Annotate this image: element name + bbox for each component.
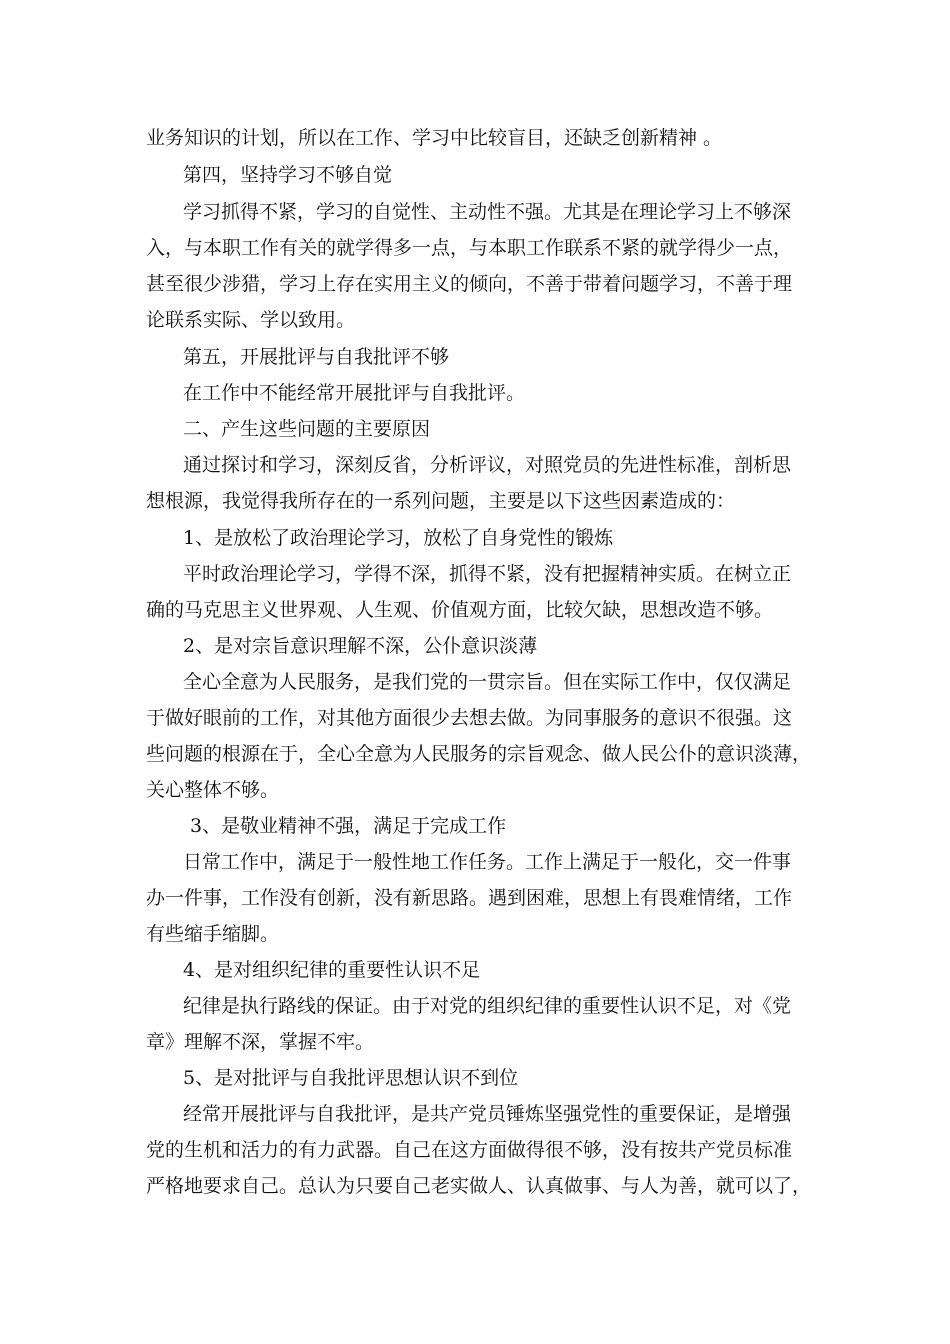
section-heading: 5、是对批评与自我批评思想认识不到位 <box>183 1067 519 1089</box>
body-text-line: 入，与本职工作有关的就学得多一点，与本职工作联系不紧的就学得少一点， <box>146 237 793 259</box>
body-text-line: 于做好眼前的工作，对其他方面很少去想去做。为同事服务的意识不很强。这 <box>146 707 793 729</box>
body-text-line: 严格地要求自己。总认为只要自己老实做人、认真做事、与人为善，就可以了， <box>146 1175 812 1197</box>
body-text-line: 全心全意为人民服务，是我们党的一贯宗旨。但在实际工作中，仅仅满足 <box>183 671 792 693</box>
body-text-line: 日常工作中，满足于一般性地工作任务。工作上满足于一般化，交一件事 <box>183 851 792 873</box>
body-text-line: 在工作中不能经常开展批评与自我批评。 <box>183 382 526 404</box>
body-text-line: 纪律是执行路线的保证。由于对党的组织纪律的重要性认识不足，对《党 <box>183 995 792 1017</box>
section-heading: 第五，开展批评与自我批评不够 <box>183 346 450 368</box>
section-heading: 二、产生这些问题的主要原因 <box>183 418 431 440</box>
body-text-line: 章》理解不深，掌握不牢。 <box>146 1031 375 1053</box>
section-heading: 4、是对组织纪律的重要性认识不足 <box>183 959 481 981</box>
body-text-line: 有些缩手缩脚。 <box>146 923 280 945</box>
body-text-line: 通过探讨和学习，深刻反省，分析评议，对照党员的先进性标准，剖析思 <box>183 454 792 476</box>
section-heading: 2、是对宗旨意识理解不深，公仆意识淡薄 <box>183 635 538 657</box>
section-heading: 第四，坚持学习不够自觉 <box>183 164 393 186</box>
body-text-line: 党的生机和活力的有力武器。自己在这方面做得很不够，没有按共产党员标准 <box>146 1139 793 1161</box>
body-text-line: 学习抓得不紧，学习的自觉性、主动性不强。尤其是在理论学习上不够深 <box>183 201 792 223</box>
section-heading: 1、是放松了政治理论学习，放松了自身党性的锻炼 <box>183 527 614 549</box>
body-text-line: 业务知识的计划，所以在工作、学习中比较盲目，还缺乏创新精神 。 <box>146 127 723 149</box>
body-text-line: 确的马克思主义世界观、人生观、价值观方面，比较欠缺，思想改造不够。 <box>146 599 774 621</box>
body-text-line: 经常开展批评与自我批评，是共产党员锤炼坚强党性的重要保证，是增强 <box>183 1103 792 1125</box>
body-text-line: 甚至很少涉猎，学习上存在实用主义的倾向，不善于带着问题学习，不善于理 <box>146 273 793 295</box>
body-text-line: 办一件事，工作没有创新，没有新思路。遇到困难，思想上有畏难情绪，工作 <box>146 887 793 909</box>
body-text-line: 些问题的根源在于，全心全意为人民服务的宗旨观念、做人民公仆的意识淡薄， <box>146 743 812 765</box>
body-text-line: 平时政治理论学习，学得不深，抓得不紧，没有把握精神实质。在树立正 <box>183 563 792 585</box>
body-text-line: 想根源，我觉得我所存在的一系列问题，主要是以下这些因素造成的： <box>146 490 736 512</box>
body-text-line: 关心整体不够。 <box>146 779 280 801</box>
body-text-line: 论联系实际、学以致用。 <box>146 309 356 331</box>
section-heading: 3、是敬业精神不强，满足于完成工作 <box>190 815 507 837</box>
